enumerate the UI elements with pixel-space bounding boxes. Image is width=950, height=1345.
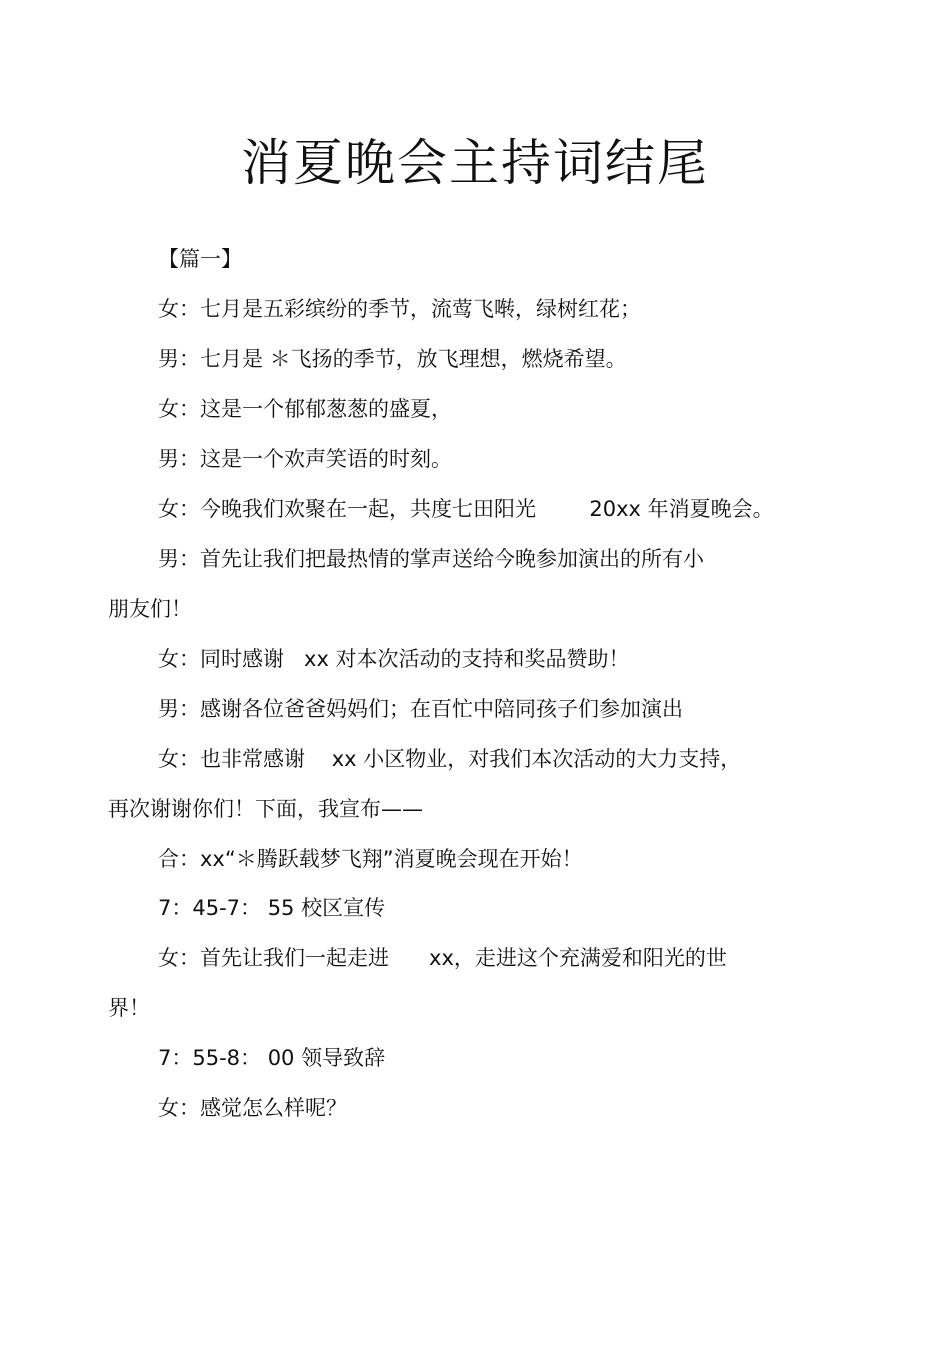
text-line: 男：七月是 ＊飞扬的季节，放飞理想，燃烧希望。 bbox=[158, 347, 627, 371]
text-line-continuation: 界！ bbox=[108, 996, 150, 1020]
text-line: 女：今晚我们欢聚在一起，共度七田阳光 20xx 年消夏晚会。 bbox=[158, 497, 774, 521]
text-line-continuation: 朋友们！ bbox=[108, 597, 192, 621]
text-line: 女：同时感谢 xx 对本次活动的支持和奖品赞助！ bbox=[158, 647, 630, 671]
text-line: 男：这是一个欢声笑语的时刻。 bbox=[158, 447, 452, 471]
section-heading: 【篇一】 bbox=[158, 247, 242, 271]
schedule-line: 7：45-7： 55 校区宣传 bbox=[158, 896, 386, 920]
text-line: 女：首先让我们一起走进 xx，走进这个充满爱和阳光的世 bbox=[158, 946, 727, 970]
text-line-continuation: 再次谢谢你们！下面，我宣布—— bbox=[108, 797, 423, 821]
text-line: 女：七月是五彩缤纷的季节，流莺飞啭，绿树红花； bbox=[158, 297, 641, 321]
document-title: 消夏晚会主持词结尾 bbox=[241, 134, 709, 192]
text-line: 女：感觉怎么样呢？ bbox=[158, 1096, 347, 1120]
text-line: 合：xx“＊腾跃载梦飞翔”消夏晚会现在开始！ bbox=[158, 847, 583, 871]
text-line: 女：这是一个郁郁葱葱的盛夏， bbox=[158, 397, 452, 421]
schedule-line: 7：55-8： 00 领导致辞 bbox=[158, 1046, 386, 1070]
text-line: 男：首先让我们把最热情的掌声送给今晚参加演出的所有小 bbox=[158, 547, 704, 571]
text-line: 男：感谢各位爸爸妈妈们；在百忙中陪同孩子们参加演出 bbox=[158, 697, 683, 721]
text-line: 女：也非常感谢 xx 小区物业，对我们本次活动的大力支持， bbox=[158, 747, 742, 771]
